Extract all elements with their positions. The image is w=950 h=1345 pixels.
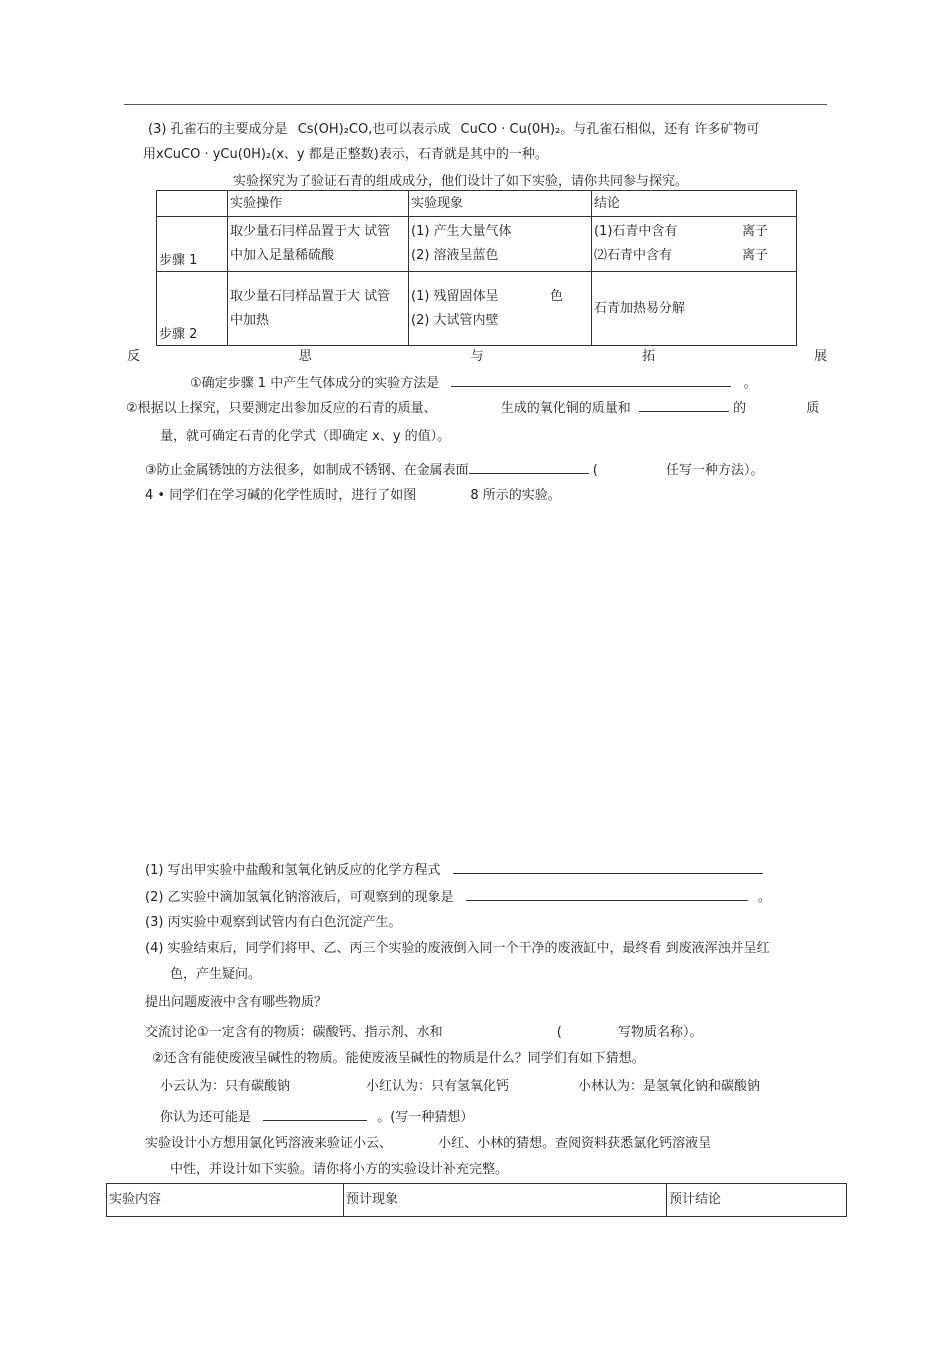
q4-design	[145, 1136, 711, 1152]
guess-2: 小红认为：只有氢氧化钙	[366, 1079, 510, 1094]
q4-text: (	[556, 1025, 562, 1040]
phenomenon-cell	[409, 217, 592, 272]
reflect-title-char: 思	[298, 349, 312, 364]
reflect-text: (	[592, 463, 598, 478]
reflect-text: 的	[733, 401, 747, 416]
phenomenon-cell	[409, 272, 592, 346]
answer-blank[interactable]	[453, 862, 763, 874]
answer-blank[interactable]	[469, 462, 589, 474]
answer-blank[interactable]	[466, 889, 748, 901]
experiment-table	[156, 190, 797, 346]
reflect-text: 。	[743, 376, 757, 391]
q4-text: 。	[757, 890, 771, 905]
conclusion-cell: 石青加热易分解	[592, 272, 797, 346]
q3-text: 用	[143, 147, 157, 162]
cell-text: 中加入足量稀硫酸	[230, 248, 335, 263]
q4-question: 提出问题废液中含有哪些物质？	[145, 995, 328, 1010]
cell-text: (2) 大试管内壁	[411, 312, 499, 328]
q4-part2	[145, 889, 771, 906]
cell-text: ⑵石青中含有	[594, 248, 673, 263]
q4-intro	[145, 488, 561, 504]
cell-text: 离子	[741, 224, 768, 239]
reflect-item1	[190, 375, 757, 392]
q4-design-line2: 中性，并设计如下实验。请你将小方的实验设计补充完整。	[170, 1162, 509, 1177]
cell-text: (1)石青中含有	[594, 224, 678, 239]
answer-blank[interactable]	[263, 1109, 367, 1121]
q4-text: 8 所示的实验。	[470, 488, 561, 503]
q3-text: (3) 孔雀石的主要成分是	[148, 122, 288, 137]
conclusion-cell	[592, 217, 797, 272]
reflect-title-char: 拓	[642, 349, 656, 364]
cell-text: 色	[549, 288, 563, 304]
reflect-item3	[145, 462, 764, 479]
guess-3: 小林认为：是氢氧化钠和碳酸钠	[578, 1079, 761, 1094]
q3-text: 。与孔雀石相似，还有 许多矿物可	[560, 122, 760, 137]
q4-text: 实验设计小方想用氯化钙溶液来验证小云、	[145, 1136, 393, 1151]
guess-1: 小云认为：只有碳酸钠	[160, 1079, 291, 1094]
reflect-text: ②根据以上探究，只要测定出参加反应的石青的质量、	[126, 401, 437, 416]
cell-text: (1) 产生大量气体	[411, 224, 512, 239]
q4-part3: (3) 丙实验中观察到试管内有白色沉淀产生。	[145, 915, 402, 930]
q3-line2	[143, 147, 548, 163]
your-guess	[160, 1109, 473, 1126]
reflect-text: 生成的氧化铜的质量和	[500, 401, 631, 416]
table-row	[157, 217, 797, 272]
q4-part1	[145, 862, 763, 879]
step-label: 步骤 2	[157, 272, 228, 346]
q3-intro: 实验探究为了验证石青的组成成分，他们设计了如下实验，请你共同参与探究。	[233, 174, 689, 189]
q4-part4: (4) 实验结束后，同学们将甲、乙、丙三个实验的废液倒入同一个干净的废液缸中，最终看 到废液浑浊并呈红	[145, 941, 770, 956]
cell-text: 中加热	[230, 312, 270, 328]
q4-part4-line2: 色，产生疑问。	[170, 967, 262, 982]
cell-text: 取少量石冃样品置于大 试管	[230, 288, 391, 304]
table-header: 实验现象	[409, 191, 592, 217]
q4-text: (1) 写出甲实验中盐酸和氢氧化钠反应的化学方程式	[145, 863, 441, 878]
q4-text: 交流讨论①一定含有的物质：碳酸钙、指示剂、水和	[145, 1025, 443, 1040]
q4-text: 写物质名称）。	[618, 1025, 703, 1040]
cell-text: 离子	[741, 248, 768, 263]
formula-malachite: Cs(OH)₂CO,	[297, 122, 373, 137]
design-table	[106, 1183, 847, 1217]
cell-text: (1) 残留固体呈	[411, 288, 499, 304]
table-header: 预计结论	[667, 1184, 847, 1217]
header-rule	[124, 104, 827, 105]
q3-text: 也可以表示成	[372, 122, 451, 137]
table-header: 结论	[592, 191, 797, 217]
reflect-text: 质	[806, 401, 820, 416]
reflect-title-char: 与	[470, 349, 484, 364]
cell-text: (2) 溶液呈蓝色	[411, 248, 499, 263]
q4-text: 你认为还可能是	[160, 1110, 252, 1125]
q4-text: 4 • 同学们在学习碱的化学性质时，进行了如图	[145, 488, 417, 503]
reflect-item2-line2: 量，就可确定石青的化学式（即确定 x、y 的值）。	[160, 429, 451, 444]
table-header: 实验操作	[228, 191, 409, 217]
q4-text: 。(写一种猜想）	[377, 1110, 474, 1125]
reflect-text: ①确定步骤 1 中产生气体成分的实验方法是	[190, 376, 440, 391]
table-header: 预计现象	[344, 1184, 667, 1217]
answer-blank[interactable]	[451, 375, 731, 387]
table-header-empty	[157, 191, 228, 217]
formula-malachite-alt: CuCO · Cu(0H)₂	[460, 122, 561, 137]
reflect-title-char: 反	[127, 349, 141, 364]
q4-text: (2) 乙实验中滴加氢氧化钠溶液后，可观察到的现象是	[145, 890, 454, 905]
reflect-title	[127, 349, 827, 365]
reflect-text: ③防止金属锈蚀的方法很多，如制成不锈钢、在金属表面	[145, 463, 469, 478]
operation-cell	[228, 272, 409, 346]
answer-blank[interactable]	[639, 400, 729, 412]
operation-cell	[228, 217, 409, 272]
q4-discuss	[145, 1025, 703, 1041]
cell-text: 取少量石冃样品置于大 试管	[230, 224, 391, 239]
table-row	[157, 272, 797, 346]
step-label: 步骤 1	[157, 217, 228, 272]
q4-discuss2: ②还含有能使废液呈碱性的物质。能使废液呈碱性的物质是什么？同学们有如下猜想。	[152, 1051, 645, 1066]
table-header: 实验内容	[107, 1184, 344, 1217]
reflect-title-char: 展	[813, 349, 827, 364]
formula-general: xCuCO · yCu(0H)₂	[156, 147, 272, 162]
reflect-item2	[126, 400, 819, 417]
q3-text: (x、y 都是正整数)表示，石青就是其中的一种。	[271, 147, 548, 162]
q4-text: 小红、小林的猜想。查阅资料获悉氯化钙溶液呈	[438, 1136, 712, 1151]
reflect-text: 任写一种方法）。	[666, 463, 764, 478]
q3-line1	[148, 122, 759, 138]
